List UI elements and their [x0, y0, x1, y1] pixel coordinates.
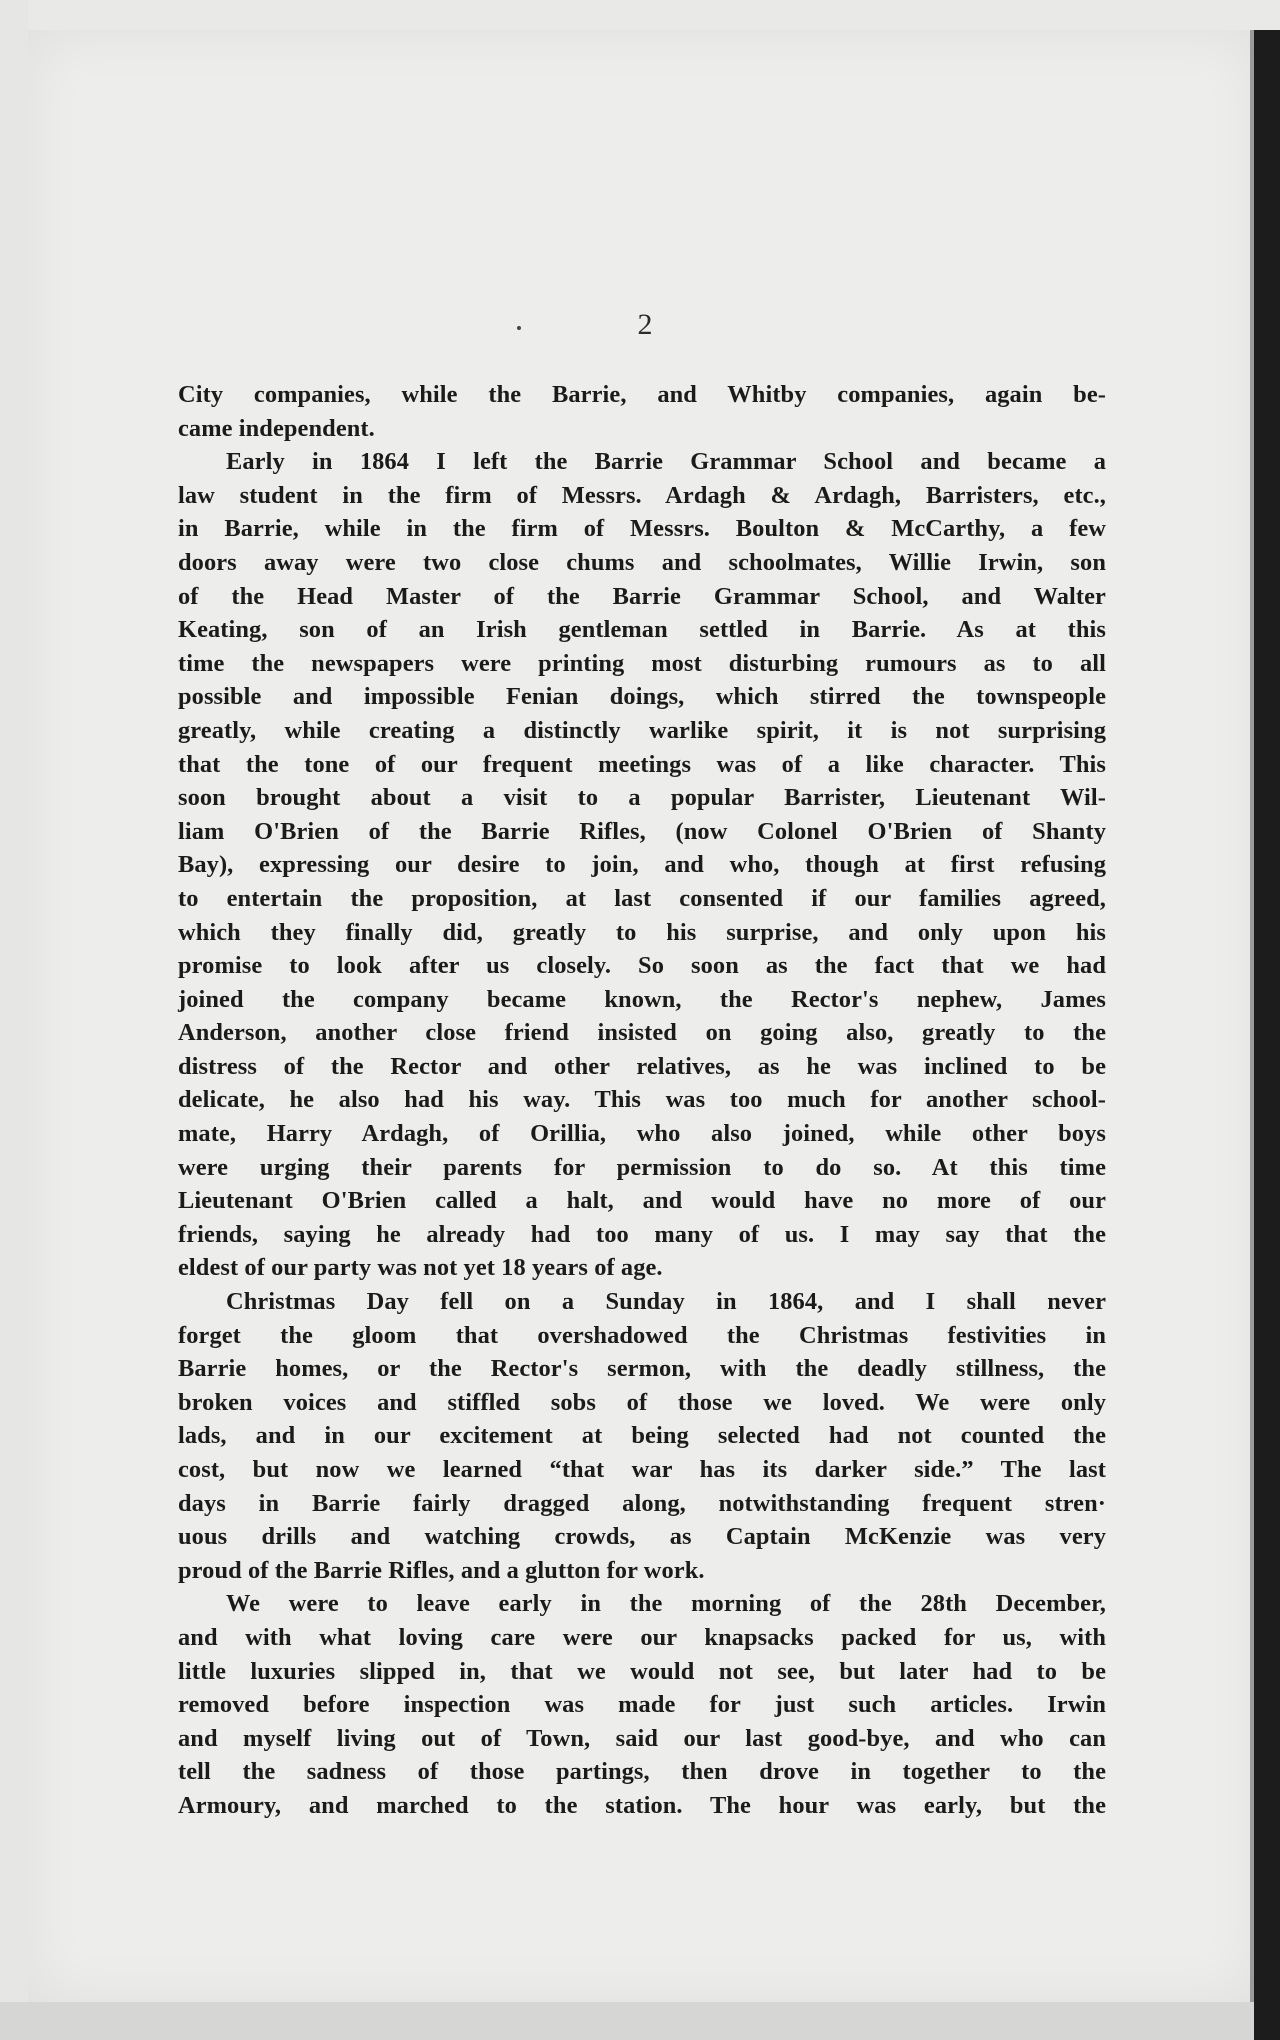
text-line: mate, Harry Ardagh, of Orillia, who also joined, while other boys	[178, 1120, 1106, 1148]
text-line: proud of the Barrie Rifles, and a glutton for work.	[178, 1556, 705, 1584]
body-text	[178, 378, 1106, 1823]
text-line: possible and impossible Fenian doings, which stirred the townspeople	[178, 683, 1106, 711]
text-line: that the tone of our frequent meetings was of a like character. This	[178, 750, 1106, 778]
text-line: in Barrie, while in the firm of Messrs. Boulton & McCarthy, a few	[178, 515, 1106, 543]
top-margin	[0, 0, 1280, 30]
text-line: law student in the firm of Messrs. Ardagh & Ardagh, Barristers, etc.,	[178, 481, 1106, 509]
bottom-margin	[0, 2002, 1254, 2040]
text-line: promise to look after us closely. So soon as the fact that we had	[178, 952, 1106, 980]
text-line: came independent.	[178, 414, 375, 442]
text-line: Lieutenant O'Brien called a halt, and would have no more of our	[178, 1187, 1106, 1215]
text-line: City companies, while the Barrie, and Whitby companies, again be-	[178, 381, 1106, 408]
paragraph	[178, 445, 1106, 1285]
text-line: We were to leave early in the morning of the 28th December,	[226, 1590, 1106, 1618]
text-line: time the newspapers were printing most disturbing rumours as to all	[178, 649, 1106, 677]
page-gutter-shadow	[1254, 30, 1280, 2040]
text-line: days in Barrie fairly dragged along, notwithstanding frequent stren·	[178, 1489, 1106, 1517]
text-line: broken voices and stiffled sobs of those we loved. We were only	[178, 1388, 1106, 1416]
text-line: doors away were two close chums and schoolmates, Willie Irwin, son	[178, 548, 1106, 576]
text-line: joined the company became known, the Rector's nephew, James	[178, 985, 1106, 1013]
text-line: soon brought about a visit to a popular Barrister, Lieutenant Wil-	[178, 784, 1106, 812]
text-line: Armoury, and marched to the station. The hour was early, but the	[178, 1791, 1106, 1819]
text-line: of the Head Master of the Barrie Grammar School, and Walter	[178, 582, 1106, 610]
text-line: and with what loving care were our knapsacks packed for us, with	[178, 1623, 1106, 1651]
text-line: Early in 1864 I left the Barrie Grammar School and became a	[226, 448, 1106, 476]
text-line: greatly, while creating a distinctly warlike spirit, it is not surprising	[178, 716, 1106, 744]
text-line: lads, and in our excitement at being selected had not counted the	[178, 1422, 1106, 1450]
text-line: eldest of our party was not yet 18 years of age.	[178, 1254, 663, 1282]
text-line: Christmas Day fell on a Sunday in 1864, and I shall never	[226, 1288, 1106, 1316]
text-line: removed before inspection was made for just such articles. Irwin	[178, 1691, 1106, 1719]
text-line: which they finally did, greatly to his surprise, and only upon his	[178, 918, 1106, 946]
text-line: were urging their parents for permission to do so. At this time	[178, 1153, 1106, 1181]
print-speck	[517, 326, 521, 330]
text-line: Barrie homes, or the Rector's sermon, with the deadly stillness, the	[178, 1355, 1106, 1383]
text-line: friends, saying he already had too many of us. I may say that the	[178, 1220, 1106, 1248]
text-line: little luxuries slipped in, that we would not see, but later had to be	[178, 1657, 1106, 1685]
paragraph	[178, 1285, 1106, 1587]
text-line: to entertain the proposition, at last consented if our families agreed,	[178, 884, 1106, 912]
text-line: liam O'Brien of the Barrie Rifles, (now Colonel O'Brien of Shanty	[178, 817, 1106, 845]
paragraph	[178, 1587, 1106, 1822]
page-number: 2	[637, 308, 653, 341]
text-line: delicate, he also had his way. This was too much for another school-	[178, 1086, 1106, 1114]
left-margin	[0, 0, 28, 2040]
text-line: uous drills and watching crowds, as Captain McKenzie was very	[178, 1523, 1106, 1551]
text-line: forget the gloom that overshadowed the Christmas festivities in	[178, 1321, 1106, 1349]
text-line: Bay), expressing our desire to join, and who, though at first refusing	[178, 851, 1106, 879]
text-line: distress of the Rector and other relatives, as he was inclined to be	[178, 1052, 1106, 1080]
text-line: and myself living out of Town, said our last good-bye, and who can	[178, 1724, 1106, 1752]
text-line: cost, but now we learned “that war has its darker side.” The last	[178, 1456, 1106, 1483]
text-line: Anderson, another close friend insisted on going also, greatly to the	[178, 1019, 1106, 1047]
text-line: Keating, son of an Irish gentleman settled in Barrie. As at this	[178, 616, 1106, 644]
paragraph	[178, 378, 1106, 445]
text-line: tell the sadness of those partings, then drove in together to the	[178, 1758, 1106, 1786]
